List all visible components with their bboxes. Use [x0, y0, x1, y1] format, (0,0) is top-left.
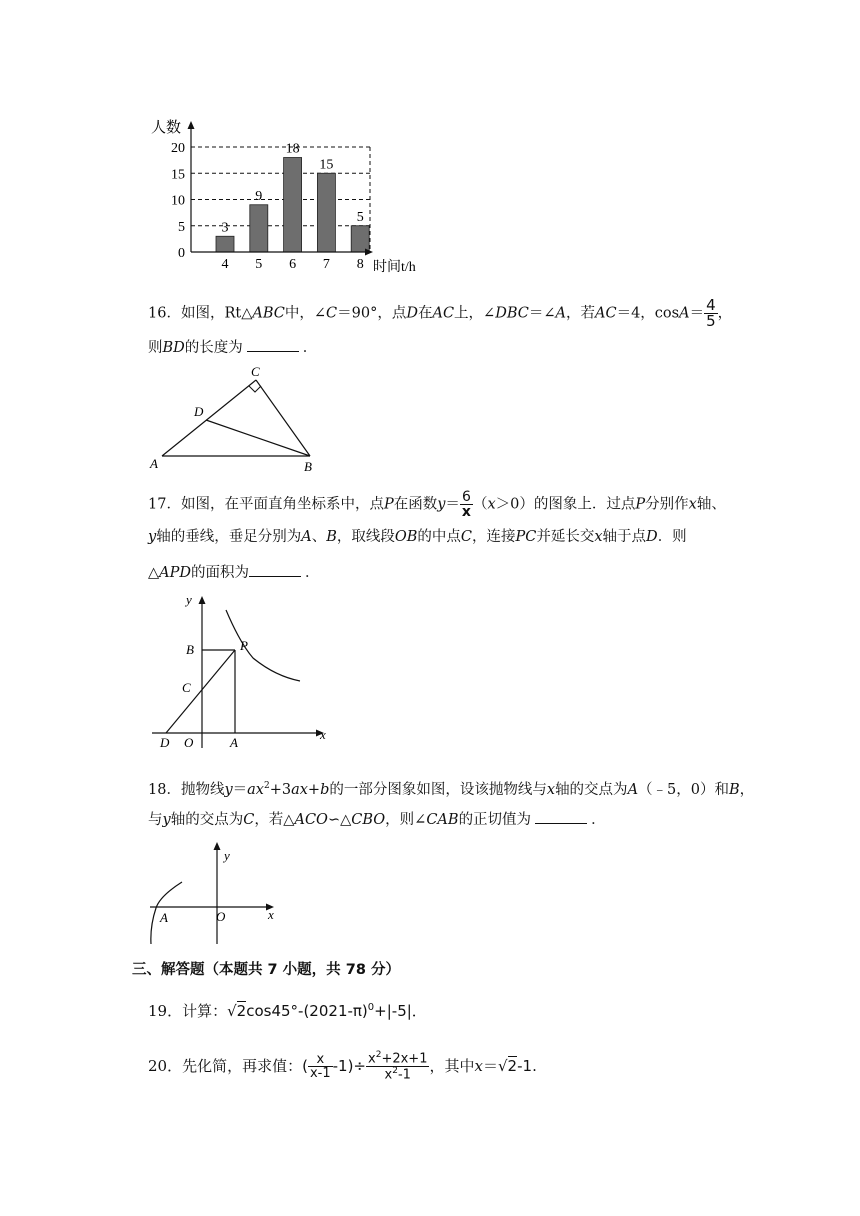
question-19-number: 19． — [148, 1002, 183, 1020]
hyperbola-curve — [226, 610, 300, 681]
bar-5 — [250, 205, 268, 252]
q18-text: 轴的交点为 — [170, 812, 244, 828]
q16-text: ，若 — [566, 305, 595, 322]
q18-text: ，若△ — [254, 812, 295, 828]
question-16-line-2 — [148, 338, 317, 358]
q18-var: y — [224, 781, 233, 798]
question-17-line-2 — [148, 527, 687, 547]
fraction-numerator: 4 — [706, 296, 716, 314]
label-d: D — [194, 404, 204, 419]
q17-var: APD — [159, 565, 192, 581]
q20-var: x — [474, 1057, 483, 1075]
q20-label: 先化简，再求值： — [182, 1057, 303, 1075]
fraction-denominator: 5 — [706, 312, 716, 330]
label-x: x — [268, 907, 274, 922]
q17-var: C — [460, 529, 472, 545]
q18-text: + — [307, 781, 321, 798]
q18-var: CAB — [426, 812, 459, 828]
q17-text: ，连接 — [472, 529, 516, 545]
q17-var: y — [148, 529, 157, 545]
q19-text: ． — [411, 1002, 427, 1020]
q18-var: B — [729, 781, 740, 798]
q17-var: P — [635, 496, 646, 513]
y-tick-label: 5 — [178, 219, 185, 235]
q18-text: 与 — [148, 812, 163, 828]
q20-paren: ( — [302, 1057, 308, 1075]
q19-label: 计算： — [182, 1002, 228, 1020]
q17-text: 在函数 — [393, 496, 438, 513]
q16-var: C — [326, 305, 338, 322]
question-17-line-3 — [148, 563, 320, 583]
question-16-line-1 — [148, 298, 732, 329]
y-axis-arrow — [199, 596, 206, 604]
label-b: B — [186, 642, 194, 657]
q17-text: 并延长交 — [536, 529, 595, 545]
x-tick-label: 8 — [356, 257, 364, 272]
bar-6 — [284, 158, 302, 253]
q16-var: DBC — [495, 305, 529, 322]
q18-text: 抛物线 — [180, 781, 225, 798]
label-a: A — [230, 735, 238, 750]
q17-text: ＞0）的图象上．过点 — [495, 496, 636, 513]
q18-text: 轴的交点为 — [555, 781, 628, 798]
fraction-denominator — [366, 1067, 429, 1081]
q16-var: ABC — [252, 305, 285, 322]
x-tick-label: 5 — [255, 257, 263, 272]
question-18-line-2 — [148, 810, 606, 830]
q17-var: OB — [394, 529, 418, 545]
section-heading: 三、解答题（本题共 7 小题，共 78 分） — [132, 962, 400, 978]
q16-text: 在 — [417, 305, 433, 322]
q16-var: AC — [595, 305, 617, 322]
fraction-denominator: x — [461, 504, 471, 520]
q17-text: 如图，在平面直角坐标系中，点 — [180, 496, 384, 513]
fraction-numerator: x — [308, 1053, 333, 1067]
q17-text: （ — [472, 496, 488, 513]
q19-expression: +|-5| — [374, 1002, 412, 1020]
q18-text: ，则∠ — [385, 812, 427, 828]
bar-7 — [317, 173, 335, 252]
q18-text: ． — [591, 812, 606, 828]
y-axis-arrow — [214, 842, 221, 850]
fraction-4-5 — [704, 298, 718, 329]
q16-var: BD — [162, 340, 185, 356]
q16-text: 如图，Rt△ — [180, 305, 253, 322]
q20-expression: -1)÷ — [332, 1057, 367, 1075]
answer-blank[interactable] — [247, 338, 299, 352]
q17-text: ． — [305, 565, 320, 581]
label-x: x — [320, 727, 326, 742]
q18-var: x — [546, 781, 556, 798]
q17-text: 、 — [311, 529, 327, 545]
answer-blank[interactable] — [535, 810, 587, 824]
q20-text: . — [532, 1057, 537, 1075]
q20-term: x — [368, 1051, 376, 1067]
right-angle-mark — [249, 386, 261, 392]
label-y: y — [224, 848, 230, 863]
triangle-figure — [140, 360, 340, 475]
q16-text: 则 — [148, 340, 163, 356]
q16-text: ， — [717, 305, 733, 322]
data-label: 15 — [319, 157, 334, 173]
q17-var: PC — [515, 529, 537, 545]
q16-text: 的长度为 — [184, 340, 243, 356]
y-axis-label: 人数 — [151, 120, 182, 136]
label-o: O — [184, 735, 194, 750]
q20-term: -1 — [397, 1066, 411, 1082]
x-tick-label: 4 — [221, 257, 229, 272]
q17-var: x — [487, 496, 496, 513]
y-tick-label: 15 — [171, 167, 185, 183]
q20-term: +2x+1 — [381, 1051, 428, 1067]
q17-text: ．则 — [657, 529, 687, 545]
q16-var: AC — [432, 305, 455, 322]
fraction-x-over-x-minus-1 — [308, 1053, 333, 1080]
sqrt-sign: √ — [497, 1057, 508, 1075]
q18-var: ax — [247, 781, 264, 798]
data-label: 9 — [255, 188, 263, 204]
q20-text: ，其中 — [429, 1057, 475, 1075]
q17-text: ＝ — [445, 496, 460, 513]
q18-var: CBO — [351, 812, 386, 828]
fraction-denominator: x-1 — [309, 1065, 331, 1081]
label-a: A — [160, 910, 168, 925]
question-19 — [148, 998, 427, 1021]
bar-chart — [145, 112, 435, 277]
label-a: A — [150, 456, 158, 471]
sqrt-argument: 2 — [507, 1057, 518, 1075]
q18-text: ， — [739, 781, 755, 798]
q17-var: B — [326, 529, 337, 545]
question-18-number: 18． — [148, 781, 181, 798]
q18-text: （﹣5，0）和 — [638, 781, 729, 798]
q18-var: ACO — [294, 812, 328, 828]
q16-var: D — [406, 305, 418, 322]
x-axis-label: 时间t/h — [373, 260, 416, 275]
q19-expression: cos45°-(2021-π) — [246, 1002, 368, 1020]
q17-var: x — [594, 529, 603, 545]
q16-text: 中，∠ — [284, 305, 327, 322]
q16-text: ＝∠ — [528, 305, 556, 322]
segment-bd — [206, 420, 310, 456]
segment-dp — [166, 650, 235, 733]
bar-8 — [351, 226, 369, 252]
exponent: 2 — [392, 1065, 398, 1076]
q17-var: x — [688, 496, 697, 513]
q17-text: 轴于点 — [602, 529, 647, 545]
sqrt-expression — [498, 1056, 532, 1076]
exponent: 2 — [375, 1050, 382, 1061]
q18-text: ＝ — [232, 781, 248, 798]
data-label: 3 — [221, 220, 229, 236]
label-o: O — [216, 909, 226, 924]
q16-text: ＝4，cos — [616, 305, 680, 322]
chart-bars — [216, 158, 369, 253]
exponent: 0 — [367, 1002, 375, 1013]
q18-var: b — [320, 781, 330, 798]
x-tick-label: 7 — [322, 257, 330, 272]
label-d: D — [160, 735, 170, 750]
q16-text: ． — [302, 340, 318, 356]
sqrt-expression — [227, 1002, 412, 1020]
q17-var: P — [383, 496, 394, 513]
data-label: 5 — [356, 209, 364, 225]
sqrt-sign: √ — [227, 1002, 237, 1020]
q16-text: ＝90°，点 — [337, 305, 407, 322]
q16-text: ＝ — [689, 305, 705, 322]
segment-bc — [256, 380, 310, 456]
label-c: C — [182, 680, 191, 695]
fraction-numerator — [366, 1051, 429, 1066]
q18-text: 的正切值为 — [458, 812, 532, 828]
q17-text: 分别作 — [645, 496, 689, 513]
fraction-numerator: 6 — [460, 490, 473, 505]
question-20 — [148, 1044, 537, 1088]
bar-4 — [216, 236, 234, 252]
q18-text: ∽△ — [327, 812, 352, 828]
q20-expression: -1 — [517, 1057, 533, 1075]
segment-ac — [162, 380, 256, 456]
q20-text: ＝ — [482, 1057, 498, 1075]
q17-text: 轴的垂线，垂足分别为 — [156, 529, 302, 545]
sqrt-argument: 2 — [236, 1002, 247, 1020]
fraction-6-x — [460, 490, 473, 519]
q17-text: 轴、 — [696, 496, 726, 513]
q17-text: 的中点 — [417, 529, 461, 545]
y-tick-label: 10 — [171, 193, 185, 209]
question-16-number: 16． — [148, 305, 181, 322]
q17-text: 的面积为 — [191, 565, 250, 581]
label-y: y — [186, 592, 192, 607]
q17-var: D — [646, 529, 658, 545]
coordinate-figure — [150, 588, 340, 753]
parabola-figure — [140, 836, 290, 946]
y-tick-label: 20 — [171, 141, 185, 156]
q18-var: C — [243, 812, 255, 828]
data-label: 18 — [285, 141, 300, 157]
question-17-line-1 — [148, 490, 726, 519]
question-18-line-1 — [148, 776, 754, 800]
q17-var: y — [437, 496, 446, 513]
fraction-quadratic — [366, 1051, 429, 1081]
q18-var: y — [162, 812, 171, 828]
label-b: B — [304, 459, 312, 474]
q18-var: A — [627, 781, 639, 798]
exponent: 2 — [263, 781, 270, 791]
q16-var: A — [555, 305, 566, 322]
q18-text: 的一部分图象如图，设该抛物线与 — [329, 781, 547, 798]
q16-var: A — [679, 305, 690, 322]
q16-text: 上，∠ — [454, 305, 496, 322]
y-axis-arrow — [188, 121, 195, 129]
question-17-number: 17． — [148, 496, 181, 513]
question-20-number: 20． — [148, 1057, 183, 1075]
answer-blank[interactable] — [249, 563, 301, 577]
q18-text: +3 — [269, 781, 292, 798]
label-c: C — [251, 364, 260, 379]
label-p: P — [240, 638, 248, 653]
q18-var: ax — [291, 781, 308, 798]
q20-term: x — [384, 1066, 393, 1082]
x-tick-label: 6 — [289, 257, 297, 272]
q17-var: A — [301, 529, 312, 545]
q17-text: △ — [148, 565, 160, 581]
y-tick-label: 0 — [178, 246, 185, 261]
q17-text: ，取线段 — [336, 529, 395, 545]
